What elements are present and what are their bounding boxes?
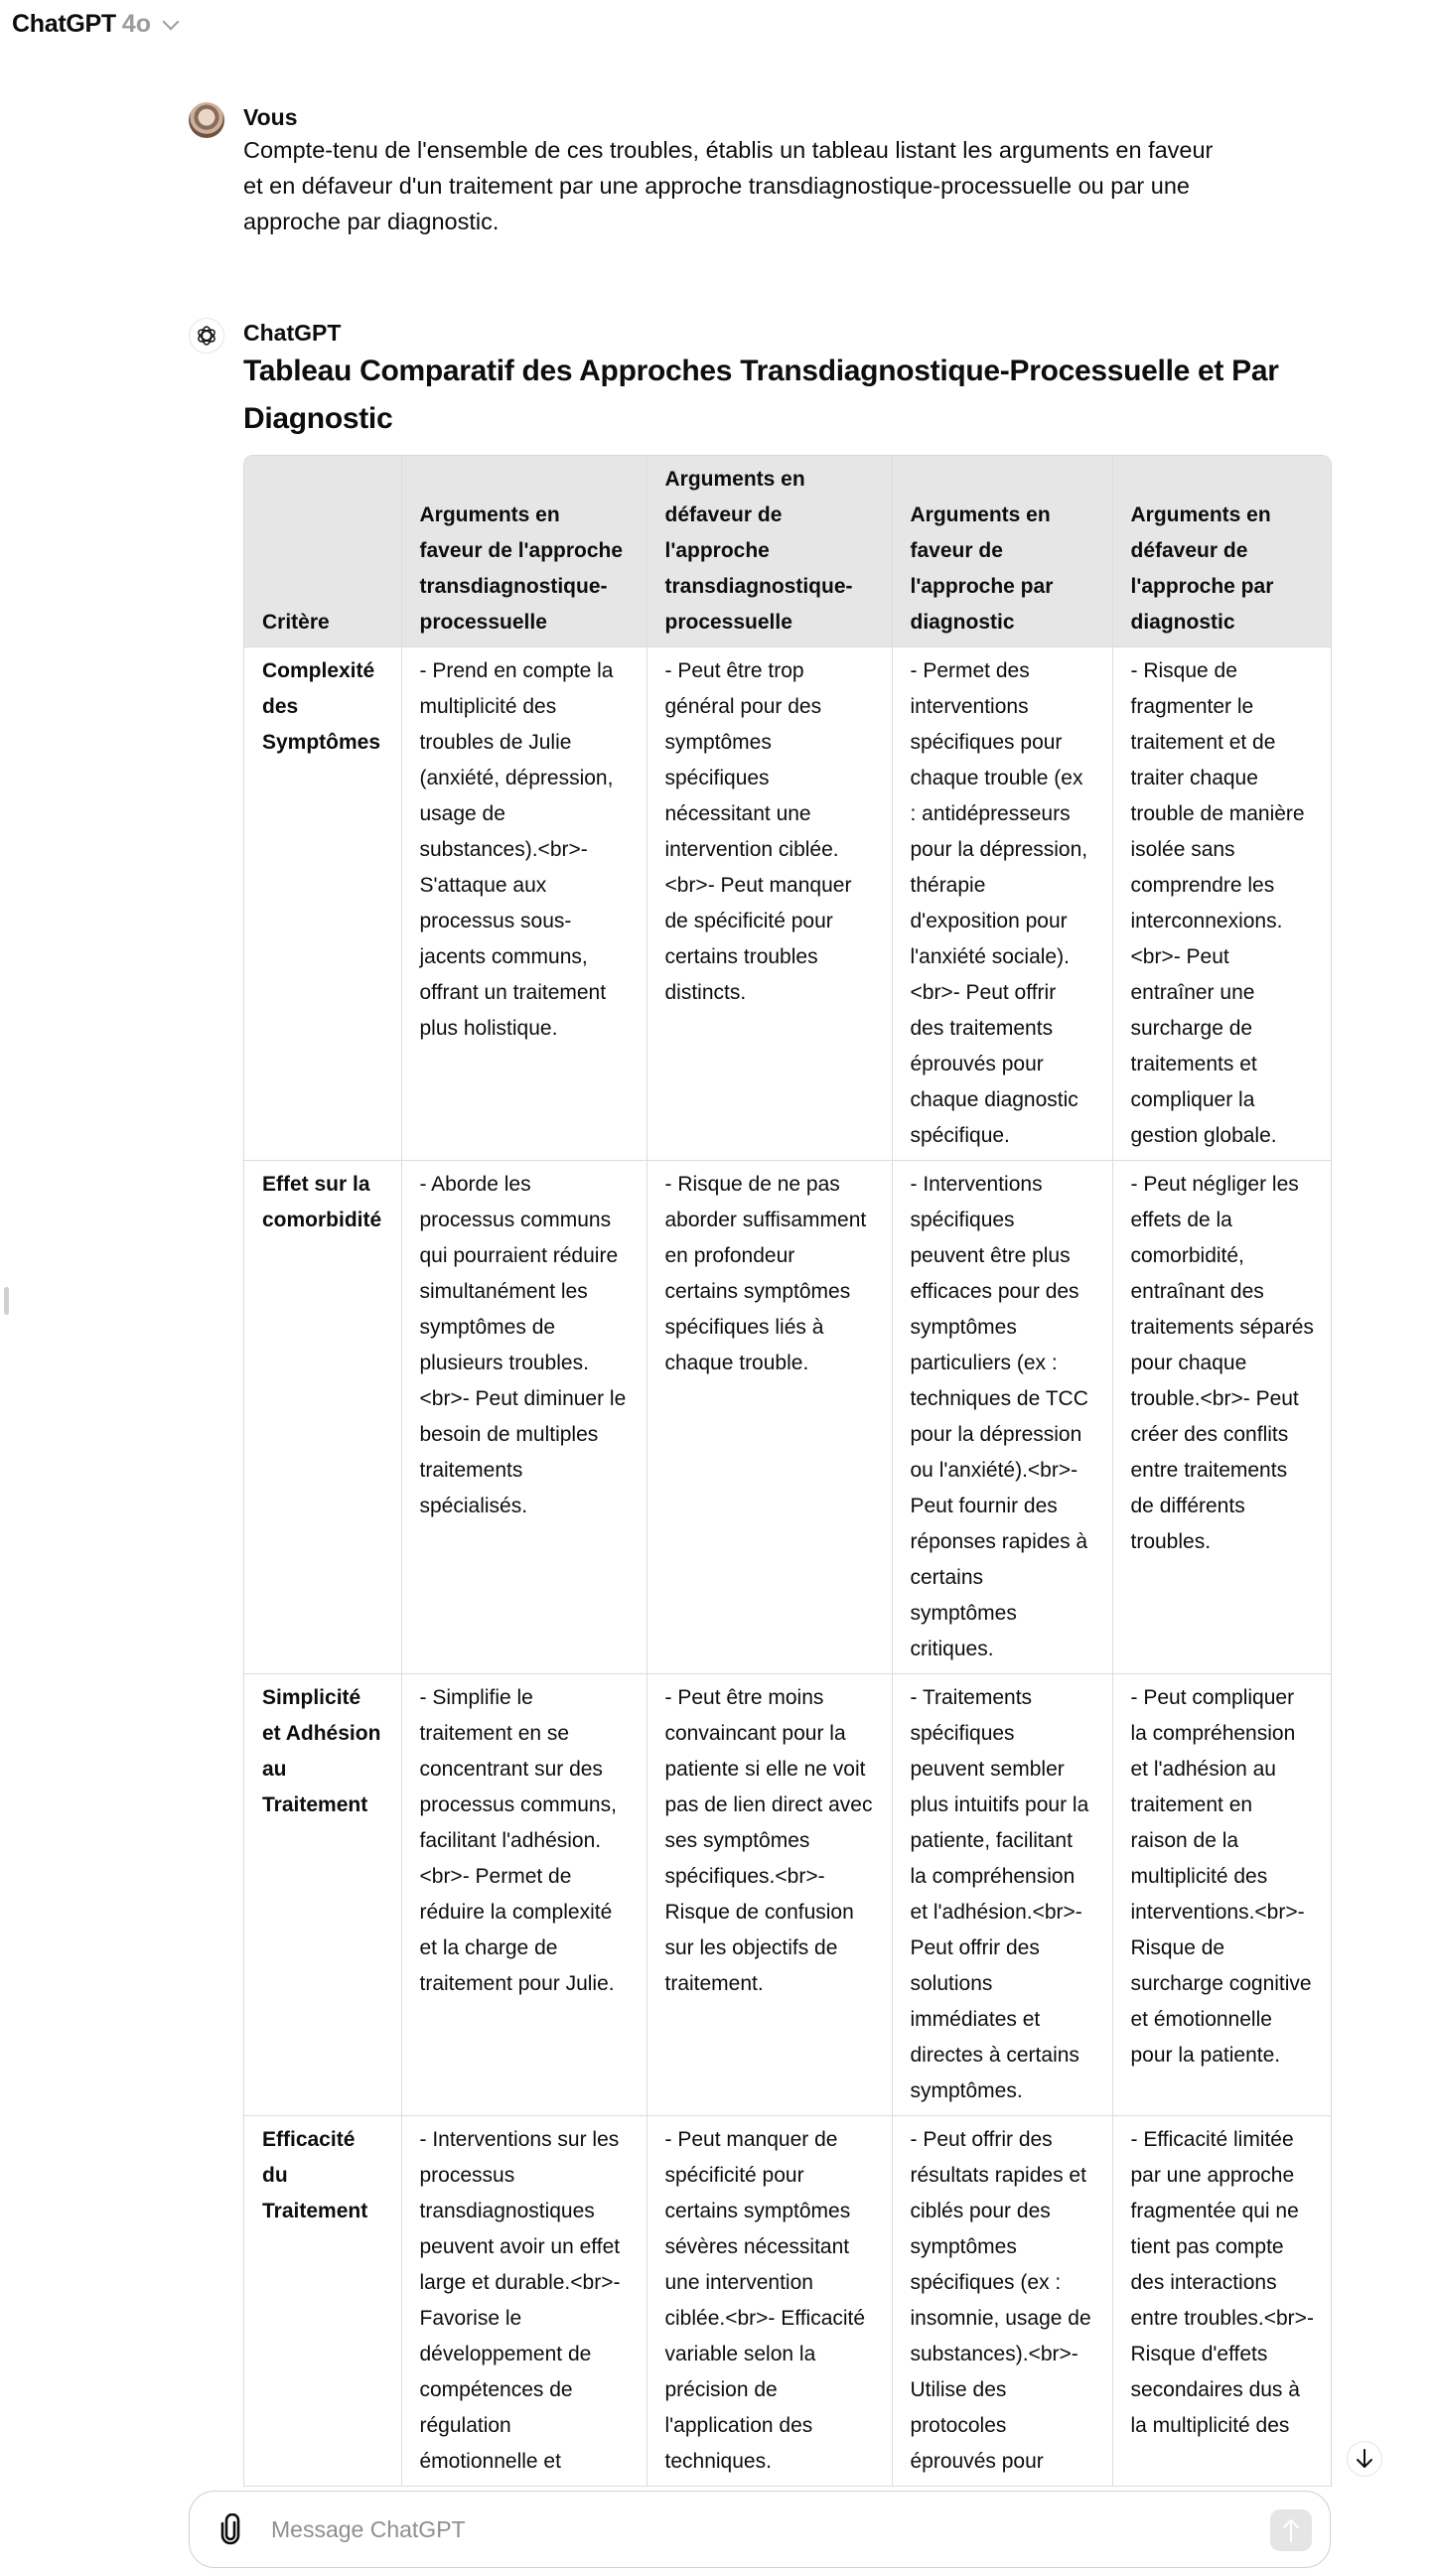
table-cell: - Peut offrir des résultats rapides et ciblés pour des symptômes spécifiques (ex : insomnie, usage de substances).<br>- Utilise des protocoles éprouvés pour bbox=[892, 2116, 1112, 2487]
sidebar-toggle-handle[interactable] bbox=[4, 1287, 9, 1315]
table-cell: - Traitements spécifiques peuvent sembler plus intuitifs pour la patiente, facilitant la compréhension et l'adhésion.<br>- Peut offrir des solutions immédiates et directes à certains symptômes. bbox=[892, 1674, 1112, 2116]
avatar bbox=[189, 102, 224, 138]
table-row bbox=[244, 2116, 1332, 2487]
user-author-name: Vous bbox=[243, 104, 298, 130]
table-cell: - Peut manquer de spécificité pour certains symptômes sévères nécessitant une intervention ciblée.<br>- Efficacité variable selon la précision de l'application des techniques. bbox=[646, 2116, 892, 2487]
answer-heading: Tableau Comparatif des Approches Transdiagnostique-Processuelle et Par Diagnostic bbox=[243, 355, 1279, 435]
row-criterion: Complexité des Symptômes bbox=[244, 647, 401, 1161]
table-cell: - Peut être moins convaincant pour la patiente si elle ne voit pas de lien direct avec ses symptômes spécifiques.<br>- Risque de confusion sur les objectifs de traitement. bbox=[646, 1674, 892, 2116]
row-criterion: Effet sur la comorbidité bbox=[244, 1161, 401, 1674]
model-selector[interactable] bbox=[12, 10, 177, 39]
scroll-to-bottom-button[interactable] bbox=[1347, 2441, 1382, 2477]
table-row bbox=[244, 1674, 1332, 2116]
table-cell: - Peut être trop général pour des symptômes spécifiques nécessitant une intervention ciblée.<br>- Peut manquer de spécificité pour certains troubles distincts. bbox=[646, 647, 892, 1161]
attach-button[interactable] bbox=[215, 2511, 245, 2547]
table-cell: - Permet des interventions spécifiques pour chaque trouble (ex : antidépresseurs pour la dépression, thérapie d'exposition pour l'anxiété sociale).<br>- Peut offrir des traitements éprouvés pour chaque diagnostic spécifique. bbox=[892, 647, 1112, 1161]
row-criterion: Efficacité du Traitement bbox=[244, 2116, 401, 2487]
openai-logo-icon bbox=[189, 318, 224, 354]
message-composer bbox=[189, 2491, 1331, 2568]
message-input[interactable] bbox=[271, 2509, 1224, 2549]
table-cell: - Interventions sur les processus transdiagnostiques peuvent avoir un effet large et durable.<br>- Favorise le développement de compétences de régulation émotionnelle et bbox=[401, 2116, 646, 2487]
table-cell: - Efficacité limitée par une approche fragmentée qui ne tient pas compte des interactions entre troubles.<br>- Risque d'effets secondaires dus à la multiplicité des bbox=[1112, 2116, 1332, 2487]
model-name: ChatGPT bbox=[12, 10, 116, 38]
table-cell: - Risque de fragmenter le traitement et de traiter chaque trouble de manière isolée sans comprendre les interconnexions.<br>- Peut entraîner une surcharge de traitements et compliquer la gestion globale. bbox=[1112, 647, 1332, 1161]
header-pro-diagnostic: Arguments en faveur de l'approche par diagnostic bbox=[892, 456, 1112, 647]
send-button[interactable] bbox=[1270, 2509, 1312, 2551]
comparison-table-container bbox=[243, 455, 1332, 2487]
table-cell: - Interventions spécifiques peuvent être plus efficaces pour des symptômes particuliers (ex : techniques de TCC pour la dépression ou l'anxiété).<br>- Peut fournir des réponses rapides à certains symptômes critiques. bbox=[892, 1161, 1112, 1674]
arrow-up-icon bbox=[1282, 2517, 1300, 2543]
table-cell: - Prend en compte la multiplicité des troubles de Julie (anxiété, dépression, usage de substances).<br>- S'attaque aux processus sous-jacents communs, offrant un traitement plus holistique. bbox=[401, 647, 646, 1161]
user-message-text: Compte-tenu de l'ensemble de ces troubles, établis un tableau listant les arguments en faveur et en défaveur d'un traitement par une approche transdiagnostique-processuelle ou par une approche par diagnostic. bbox=[243, 137, 1214, 234]
assistant-author-name: ChatGPT bbox=[243, 320, 342, 346]
comparison-table bbox=[244, 456, 1332, 2487]
table-header-row bbox=[244, 456, 1332, 647]
table-cell: - Risque de ne pas aborder suffisamment en profondeur certains symptômes spécifiques liés à chaque trouble. bbox=[646, 1161, 892, 1674]
table-row bbox=[244, 1161, 1332, 1674]
table-row bbox=[244, 647, 1332, 1161]
header-con-transdiagnostic: Arguments en défaveur de l'approche transdiagnostique-processuelle bbox=[646, 456, 892, 647]
arrow-down-icon bbox=[1355, 2448, 1374, 2470]
table-cell: - Peut compliquer la compréhension et l'adhésion au traitement en raison de la multiplicité des interventions.<br>- Risque de surcharge cognitive et émotionnelle pour la patiente. bbox=[1112, 1674, 1332, 2116]
top-bar bbox=[0, 0, 1436, 52]
header-con-diagnostic: Arguments en défaveur de l'approche par diagnostic bbox=[1112, 456, 1332, 647]
table-cell: - Peut négliger les effets de la comorbidité, entraînant des traitements séparés pour chaque trouble.<br>- Peut créer des conflits entre traitements de différents troubles. bbox=[1112, 1161, 1332, 1674]
paperclip-icon bbox=[219, 2513, 241, 2545]
user-message bbox=[189, 102, 1331, 251]
assistant-message bbox=[189, 318, 1331, 443]
table-cell: - Simplifie le traitement en se concentrant sur des processus communs, facilitant l'adhésion.<br>- Permet de réduire la complexité et la charge de traitement pour Julie. bbox=[401, 1674, 646, 2116]
table-cell: - Aborde les processus communs qui pourraient réduire simultanément les symptômes de plusieurs troubles.<br>- Peut diminuer le besoin de multiples traitements spécialisés. bbox=[401, 1161, 646, 1674]
row-criterion: Simplicité et Adhésion au Traitement bbox=[244, 1674, 401, 2116]
header-pro-transdiagnostic: Arguments en faveur de l'approche transdiagnostique-processuelle bbox=[401, 456, 646, 647]
model-version: 4o bbox=[121, 10, 152, 38]
header-criterion: Critère bbox=[244, 456, 401, 647]
chevron-down-icon bbox=[163, 13, 180, 30]
